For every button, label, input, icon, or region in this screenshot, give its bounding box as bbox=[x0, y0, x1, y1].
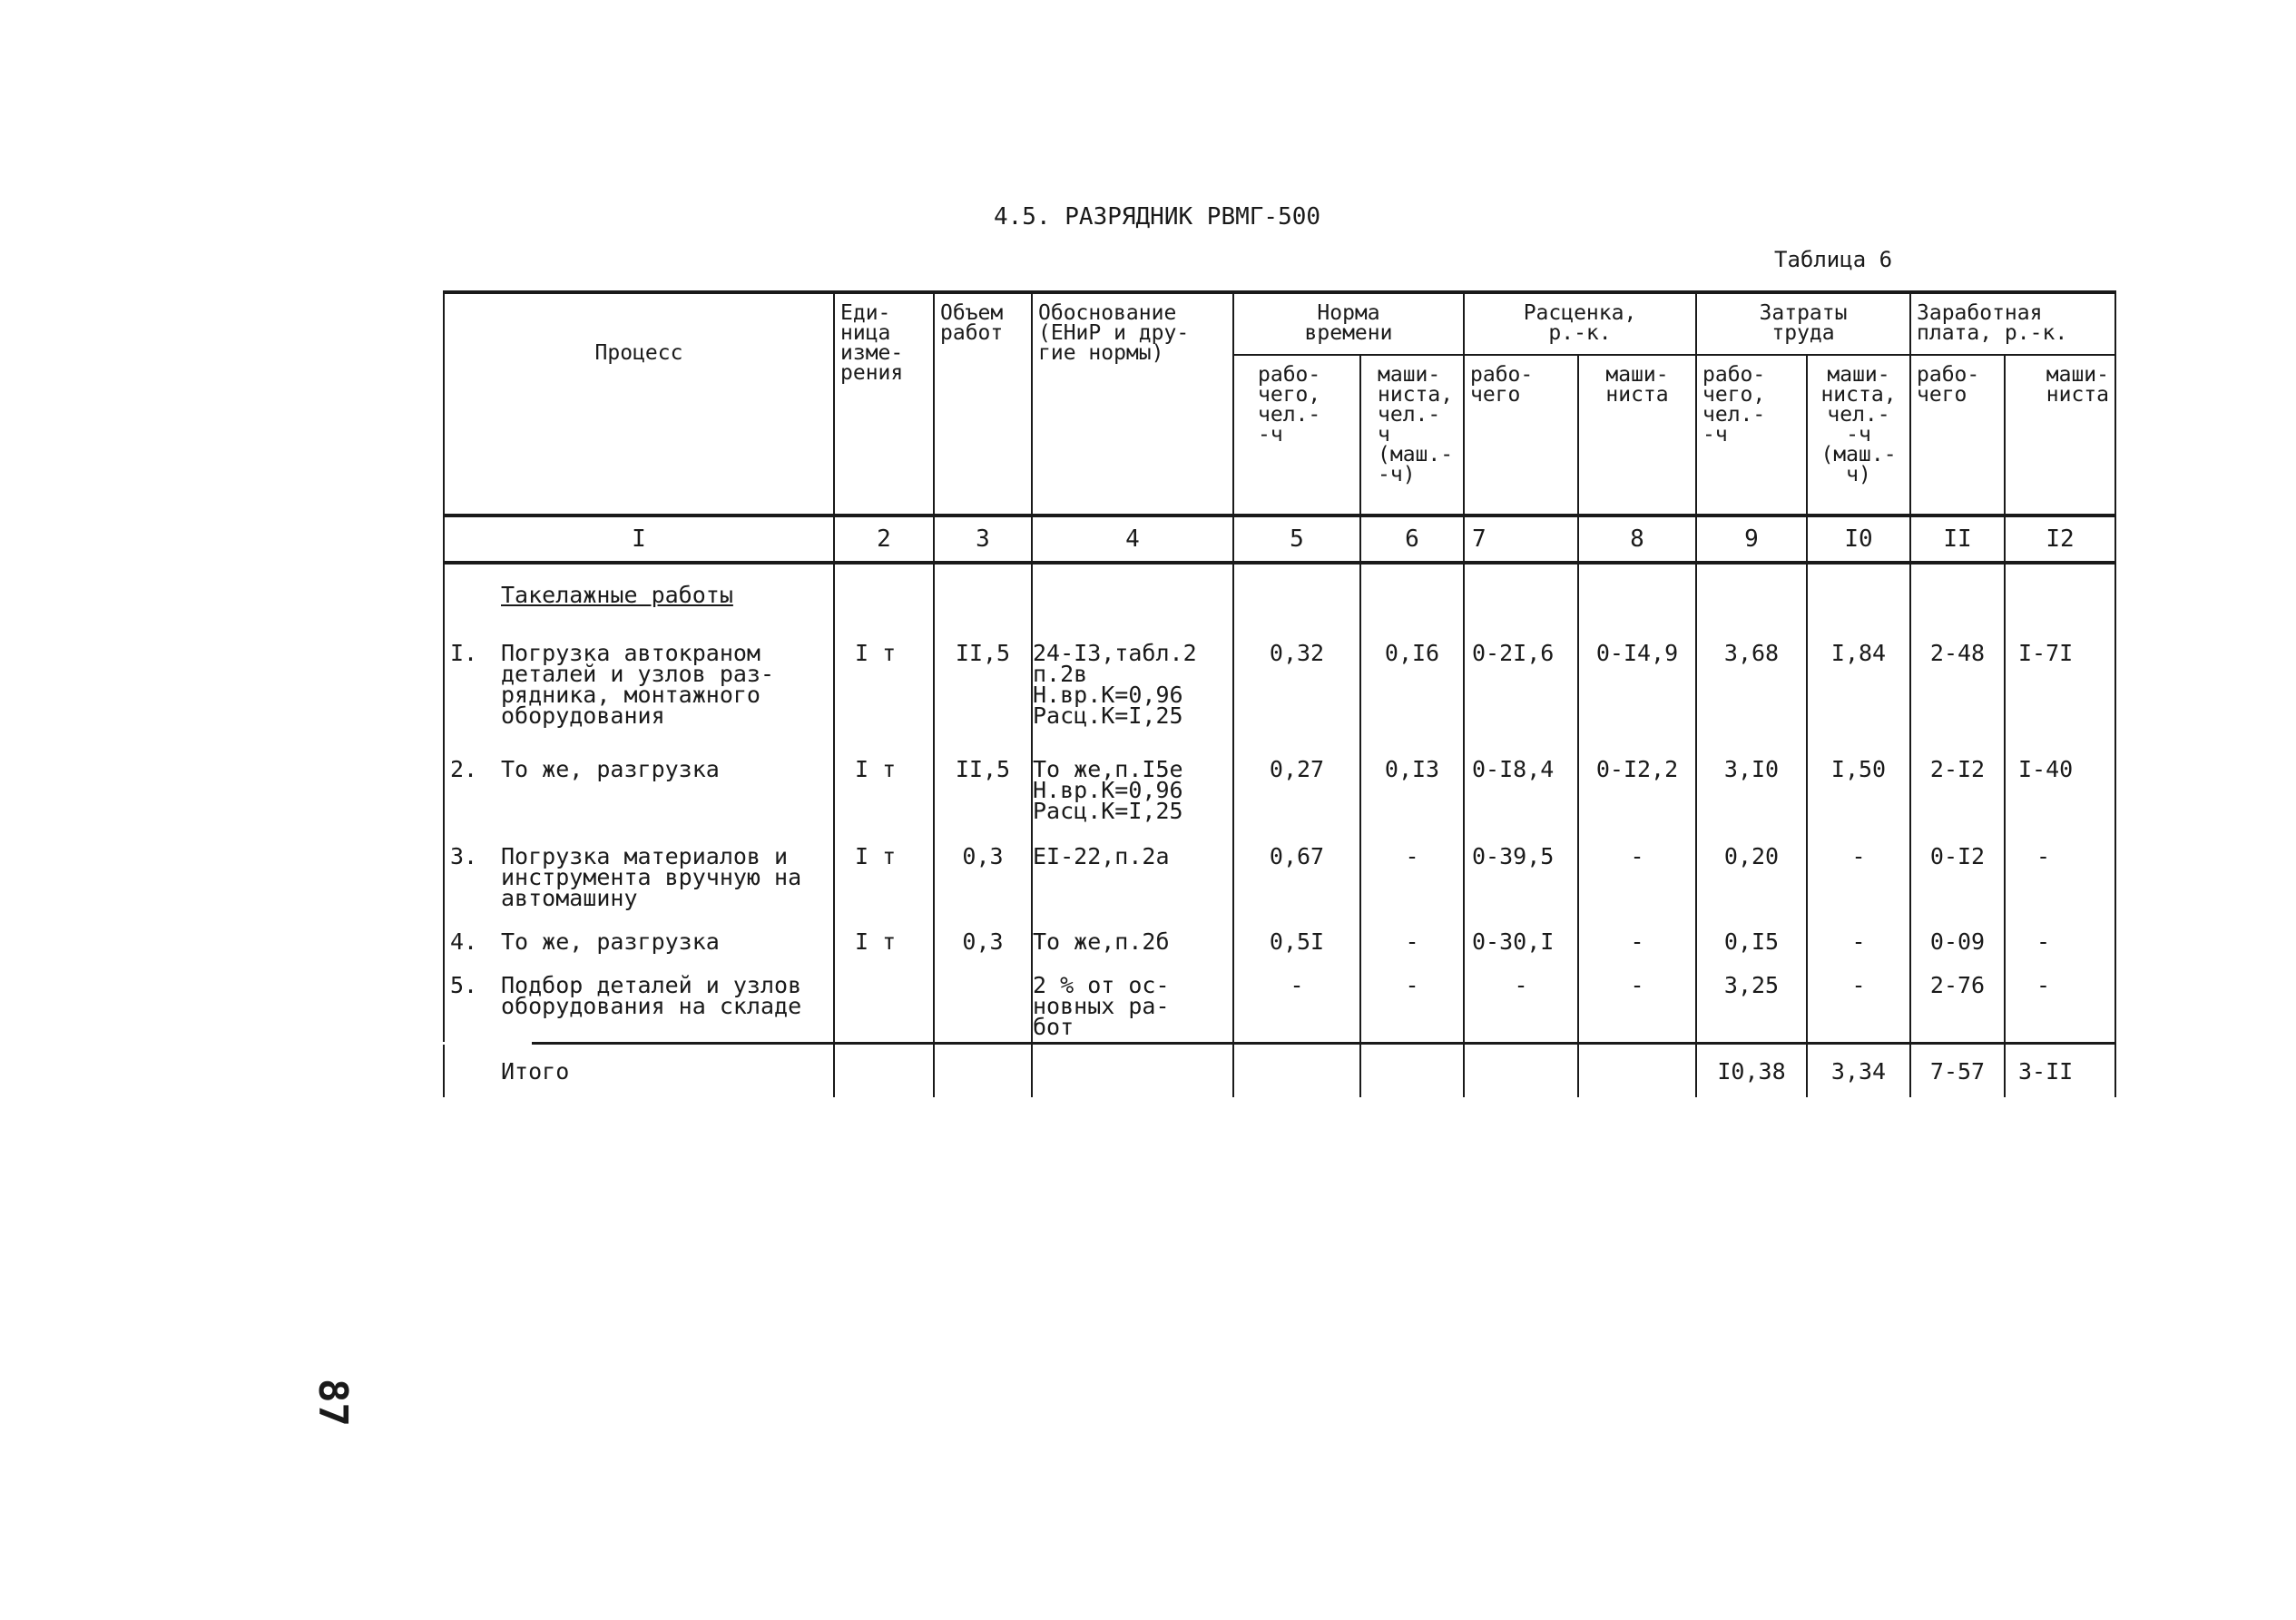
row-basis: 2 % от ос- новных ра- бот bbox=[1032, 958, 1233, 1044]
row-unit: I т bbox=[834, 830, 934, 915]
row-basis: То же,п.2б bbox=[1032, 915, 1233, 958]
row-wage-machinist: - bbox=[2005, 830, 2115, 915]
row-labor-worker: 0,I5 bbox=[1696, 915, 1807, 958]
row-basis: ЕI-22,п.2а bbox=[1032, 830, 1233, 915]
header-labor: Затраты труда bbox=[1696, 292, 1910, 355]
total-label: Итого bbox=[444, 1044, 834, 1098]
column-number: 3 bbox=[934, 515, 1032, 563]
table-row bbox=[444, 626, 2115, 742]
row-rate-machinist: 0-I4,9 bbox=[1578, 626, 1696, 742]
row-volume bbox=[934, 958, 1032, 1044]
row-tn-machinist: 0,I6 bbox=[1360, 626, 1464, 742]
header-row bbox=[444, 292, 2115, 355]
header-tn-worker: рабо- чего, чел.- -ч bbox=[1233, 355, 1360, 515]
row-tn-machinist: - bbox=[1360, 830, 1464, 915]
row-process: То же, разгрузка bbox=[501, 756, 720, 782]
total-row bbox=[444, 1044, 2115, 1098]
row-rate-worker: 0-I8,4 bbox=[1464, 742, 1578, 830]
row-labor-worker: 3,25 bbox=[1696, 958, 1807, 1044]
total-wage-machinist: 3-II bbox=[2005, 1044, 2115, 1098]
table-row bbox=[444, 742, 2115, 830]
subsection-heading: Такелажные работы bbox=[501, 582, 733, 608]
column-number: II bbox=[1910, 515, 2005, 563]
header-time-norm: Норма времени bbox=[1233, 292, 1464, 355]
table-label: Таблица 6 bbox=[1774, 247, 1893, 272]
row-tn-worker: - bbox=[1233, 958, 1360, 1044]
column-number: 9 bbox=[1696, 515, 1807, 563]
row-wage-machinist: - bbox=[2005, 915, 2115, 958]
subsection-row bbox=[444, 563, 2115, 626]
table-row bbox=[444, 830, 2115, 915]
row-tn-worker: 0,5I bbox=[1233, 915, 1360, 958]
column-number: 8 bbox=[1578, 515, 1696, 563]
total-labor-machinist: 3,34 bbox=[1807, 1044, 1910, 1098]
row-volume: II,5 bbox=[934, 742, 1032, 830]
row-number: 2. bbox=[450, 756, 478, 782]
header-unit: Еди- ница изме- рения bbox=[834, 292, 934, 515]
row-labor-worker: 3,I0 bbox=[1696, 742, 1807, 830]
column-number: I2 bbox=[2005, 515, 2115, 563]
row-rate-machinist: - bbox=[1578, 915, 1696, 958]
column-number: 6 bbox=[1360, 515, 1464, 563]
row-wage-machinist: - bbox=[2005, 958, 2115, 1044]
row-basis: То же,п.I5е Н.вр.К=0,96 Расц.К=I,25 bbox=[1032, 742, 1233, 830]
row-rate-worker: 0-30,I bbox=[1464, 915, 1578, 958]
row-wage-worker: 0-I2 bbox=[1910, 830, 2005, 915]
row-unit: I т bbox=[834, 915, 934, 958]
row-rate-worker: 0-2I,6 bbox=[1464, 626, 1578, 742]
row-tn-machinist: - bbox=[1360, 915, 1464, 958]
row-wage-worker: 2-I2 bbox=[1910, 742, 2005, 830]
row-process: Погрузка автокраном деталей и узлов раз- рядника, монтажного оборудования bbox=[501, 640, 775, 729]
header-labor-machinist: маши- ниста, чел.- -ч (маш.-ч) bbox=[1807, 355, 1910, 515]
row-rate-machinist: - bbox=[1578, 958, 1696, 1044]
row-labor-machinist: I,50 bbox=[1807, 742, 1910, 830]
row-labor-machinist: I,84 bbox=[1807, 626, 1910, 742]
row-volume: 0,3 bbox=[934, 830, 1032, 915]
header-volume: Объем работ bbox=[934, 292, 1032, 515]
row-wage-machinist: I-7I bbox=[2005, 626, 2115, 742]
row-unit: I т bbox=[834, 626, 934, 742]
row-labor-machinist: - bbox=[1807, 915, 1910, 958]
row-number: I. bbox=[450, 640, 478, 666]
row-process: Подбор деталей и узлов оборудования на складе bbox=[501, 972, 802, 1019]
total-wage-worker: 7-57 bbox=[1910, 1044, 2005, 1098]
row-number: 4. bbox=[450, 928, 478, 955]
row-rate-machinist: 0-I2,2 bbox=[1578, 742, 1696, 830]
section-title: 4.5. РАЗРЯДНИК РВМГ-500 bbox=[994, 203, 1321, 231]
row-number: 3. bbox=[450, 843, 478, 869]
row-wage-worker: 2-76 bbox=[1910, 958, 2005, 1044]
column-number: I0 bbox=[1807, 515, 1910, 563]
header-tn-machinist: маши- ниста, чел.- ч (маш.- -ч) bbox=[1360, 355, 1464, 515]
header-basis: Обоснование (ЕНиР и дру- гие нормы) bbox=[1032, 292, 1233, 515]
row-rate-worker: - bbox=[1464, 958, 1578, 1044]
row-tn-worker: 0,27 bbox=[1233, 742, 1360, 830]
row-tn-worker: 0,67 bbox=[1233, 830, 1360, 915]
header-wage: Заработная плата, р.-к. bbox=[1910, 292, 2115, 355]
row-tn-worker: 0,32 bbox=[1233, 626, 1360, 742]
header-rate-worker: рабо- чего bbox=[1464, 355, 1578, 515]
table-row bbox=[444, 915, 2115, 958]
header-labor-worker: рабо- чего, чел.- -ч bbox=[1696, 355, 1807, 515]
row-wage-worker: 0-09 bbox=[1910, 915, 2005, 958]
row-wage-worker: 2-48 bbox=[1910, 626, 2005, 742]
row-rate-worker: 0-39,5 bbox=[1464, 830, 1578, 915]
row-unit bbox=[834, 958, 934, 1044]
row-unit: I т bbox=[834, 742, 934, 830]
page-number: 87 bbox=[309, 1379, 356, 1427]
row-rate-machinist: - bbox=[1578, 830, 1696, 915]
column-number: I bbox=[444, 515, 834, 563]
row-volume: II,5 bbox=[934, 626, 1032, 742]
norms-table bbox=[443, 290, 2116, 1097]
row-volume: 0,3 bbox=[934, 915, 1032, 958]
row-process: То же, разгрузка bbox=[501, 928, 720, 955]
total-labor-worker: I0,38 bbox=[1696, 1044, 1807, 1098]
column-number: 2 bbox=[834, 515, 934, 563]
column-number: 5 bbox=[1233, 515, 1360, 563]
column-number: 4 bbox=[1032, 515, 1233, 563]
table-row bbox=[444, 958, 2115, 1044]
row-process: Погрузка материалов и инструмента вручную на автомашину bbox=[501, 843, 802, 911]
row-basis: 24-I3,табл.2 п.2в Н.вр.К=0,96 Расц.К=I,25 bbox=[1032, 626, 1233, 742]
header-wage-worker: рабо- чего bbox=[1910, 355, 2005, 515]
row-tn-machinist: 0,I3 bbox=[1360, 742, 1464, 830]
header-process: Процесс bbox=[444, 292, 834, 515]
row-labor-machinist: - bbox=[1807, 830, 1910, 915]
row-labor-machinist: - bbox=[1807, 958, 1910, 1044]
header-wage-machinist: маши- ниста bbox=[2005, 355, 2115, 515]
row-wage-machinist: I-40 bbox=[2005, 742, 2115, 830]
row-labor-worker: 3,68 bbox=[1696, 626, 1807, 742]
row-labor-worker: 0,20 bbox=[1696, 830, 1807, 915]
header-rate-machinist: маши- ниста bbox=[1578, 355, 1696, 515]
column-number-row bbox=[444, 515, 2115, 563]
header-rate: Расценка, р.-к. bbox=[1464, 292, 1696, 355]
row-tn-machinist: - bbox=[1360, 958, 1464, 1044]
row-number: 5. bbox=[450, 972, 478, 998]
column-number: 7 bbox=[1464, 515, 1578, 563]
